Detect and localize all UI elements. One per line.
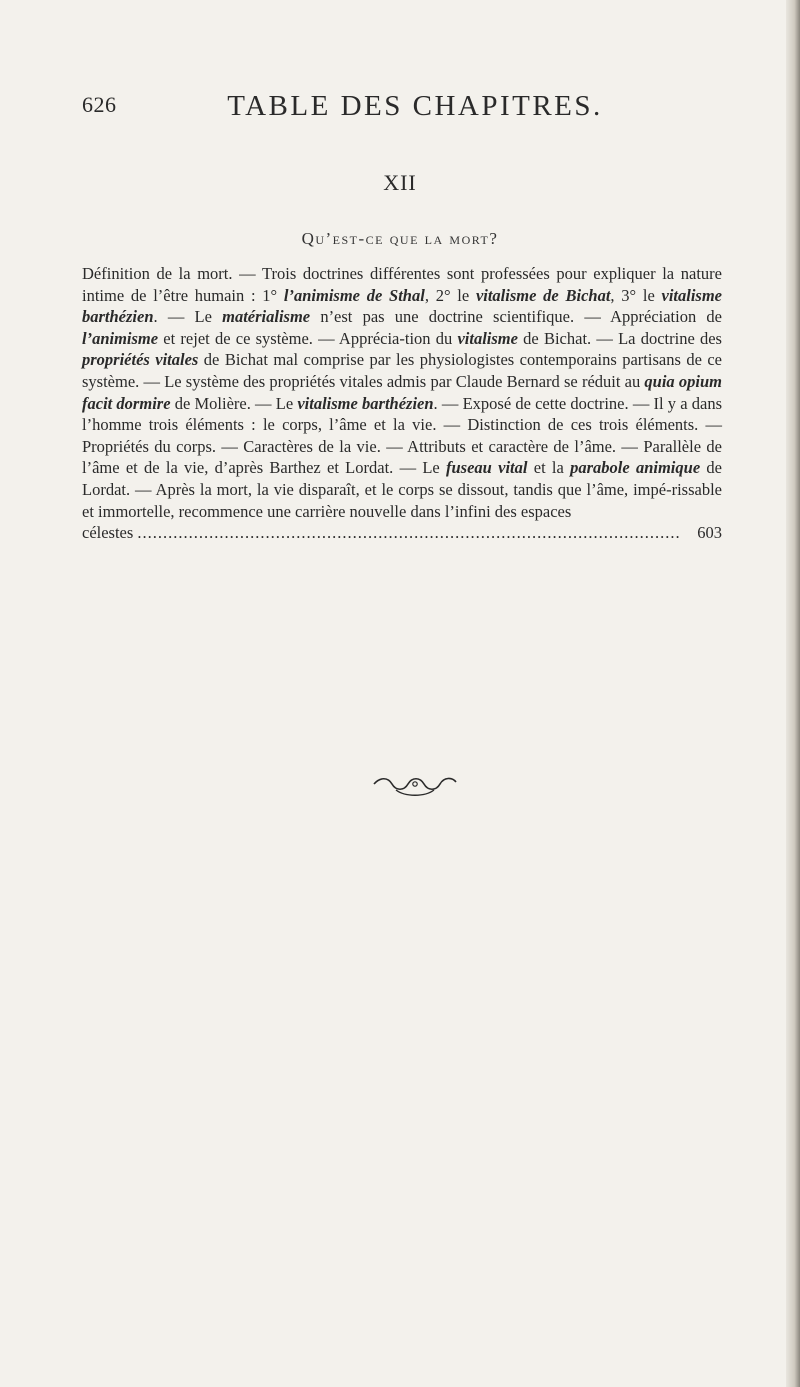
summary-italic: matérialisme	[222, 307, 311, 327]
summary-italic: vitalisme barthézien	[82, 285, 723, 327]
summary-text: n’est pas une doctrine scientifique. — Appréciation de	[310, 307, 722, 327]
page-number: 626	[82, 92, 117, 117]
summary-italic: vitalisme	[457, 328, 518, 348]
toc-entry-line	[82, 522, 722, 544]
toc-page-reference: 603	[697, 523, 722, 543]
summary-italic: quia opium facit dormire	[82, 371, 722, 413]
summary-text: de Bichat mal comprise par les physiologistes contemporains partisans de ce système. — Le système des propriétés vitales admis par Claude Bernard se réduit au	[82, 350, 723, 391]
summary-text: de Bichat. — La doctrine des	[517, 328, 722, 348]
summary-text: de Molière. — Le	[170, 393, 298, 413]
running-head-title: TABLE DES CHAPITRES.	[227, 90, 603, 122]
summary-text: , 3° le	[610, 285, 662, 305]
summary-text: . — Exposé de cette doctrine. — Il y a dans l’homme trois éléments : le corps, l’âme et la vie. — Distinction de ces trois éléments. — Propriétés du corps. — Caractères de la vie. — Attributs et caractère de l’âme. — Parallèle de l’âme et de la vie, d’après Barthez et Lordat. — Le	[82, 393, 722, 478]
summary-text: et rejet de ce système. — Apprécia-tion du	[158, 328, 458, 348]
chapter-title: Qu’est-ce que la mort?	[301, 229, 499, 248]
dot-leader: ..........................................................................................................	[137, 523, 681, 543]
summary-italic: vitalisme de Bichat	[475, 285, 611, 305]
page-edge-shadow	[786, 0, 800, 1387]
chapter-number: XII	[383, 170, 417, 195]
summary-italic: l’animisme	[82, 328, 159, 348]
summary-text: Définition de la mort. — Trois doctrines différentes sont professées pour expliquer la nature intime de l’être humain : 1°	[82, 264, 722, 305]
summary-italic: l’animisme de Sthal	[283, 285, 425, 305]
toc-last-word: célestes	[82, 523, 134, 543]
tailpiece-ornament-icon	[370, 775, 460, 797]
summary-italic: vitalisme barthézien	[297, 393, 434, 413]
summary-italic: propriétés vitales	[82, 350, 199, 370]
summary-text: de Lordat. — Après la mort, la vie disparaît, et le corps se dissout, tandis que l’âme, impé-rissable et immortelle, recommence une carrière nouvelle dans l’infini des espaces	[82, 458, 722, 521]
summary-text: , 2° le	[424, 285, 476, 305]
summary-text: et la	[527, 458, 571, 478]
summary-italic: parabole animique	[570, 458, 701, 478]
summary-text: . — Le	[153, 307, 223, 327]
chapter-summary	[82, 263, 722, 544]
summary-italic: fuseau vital	[446, 458, 528, 478]
